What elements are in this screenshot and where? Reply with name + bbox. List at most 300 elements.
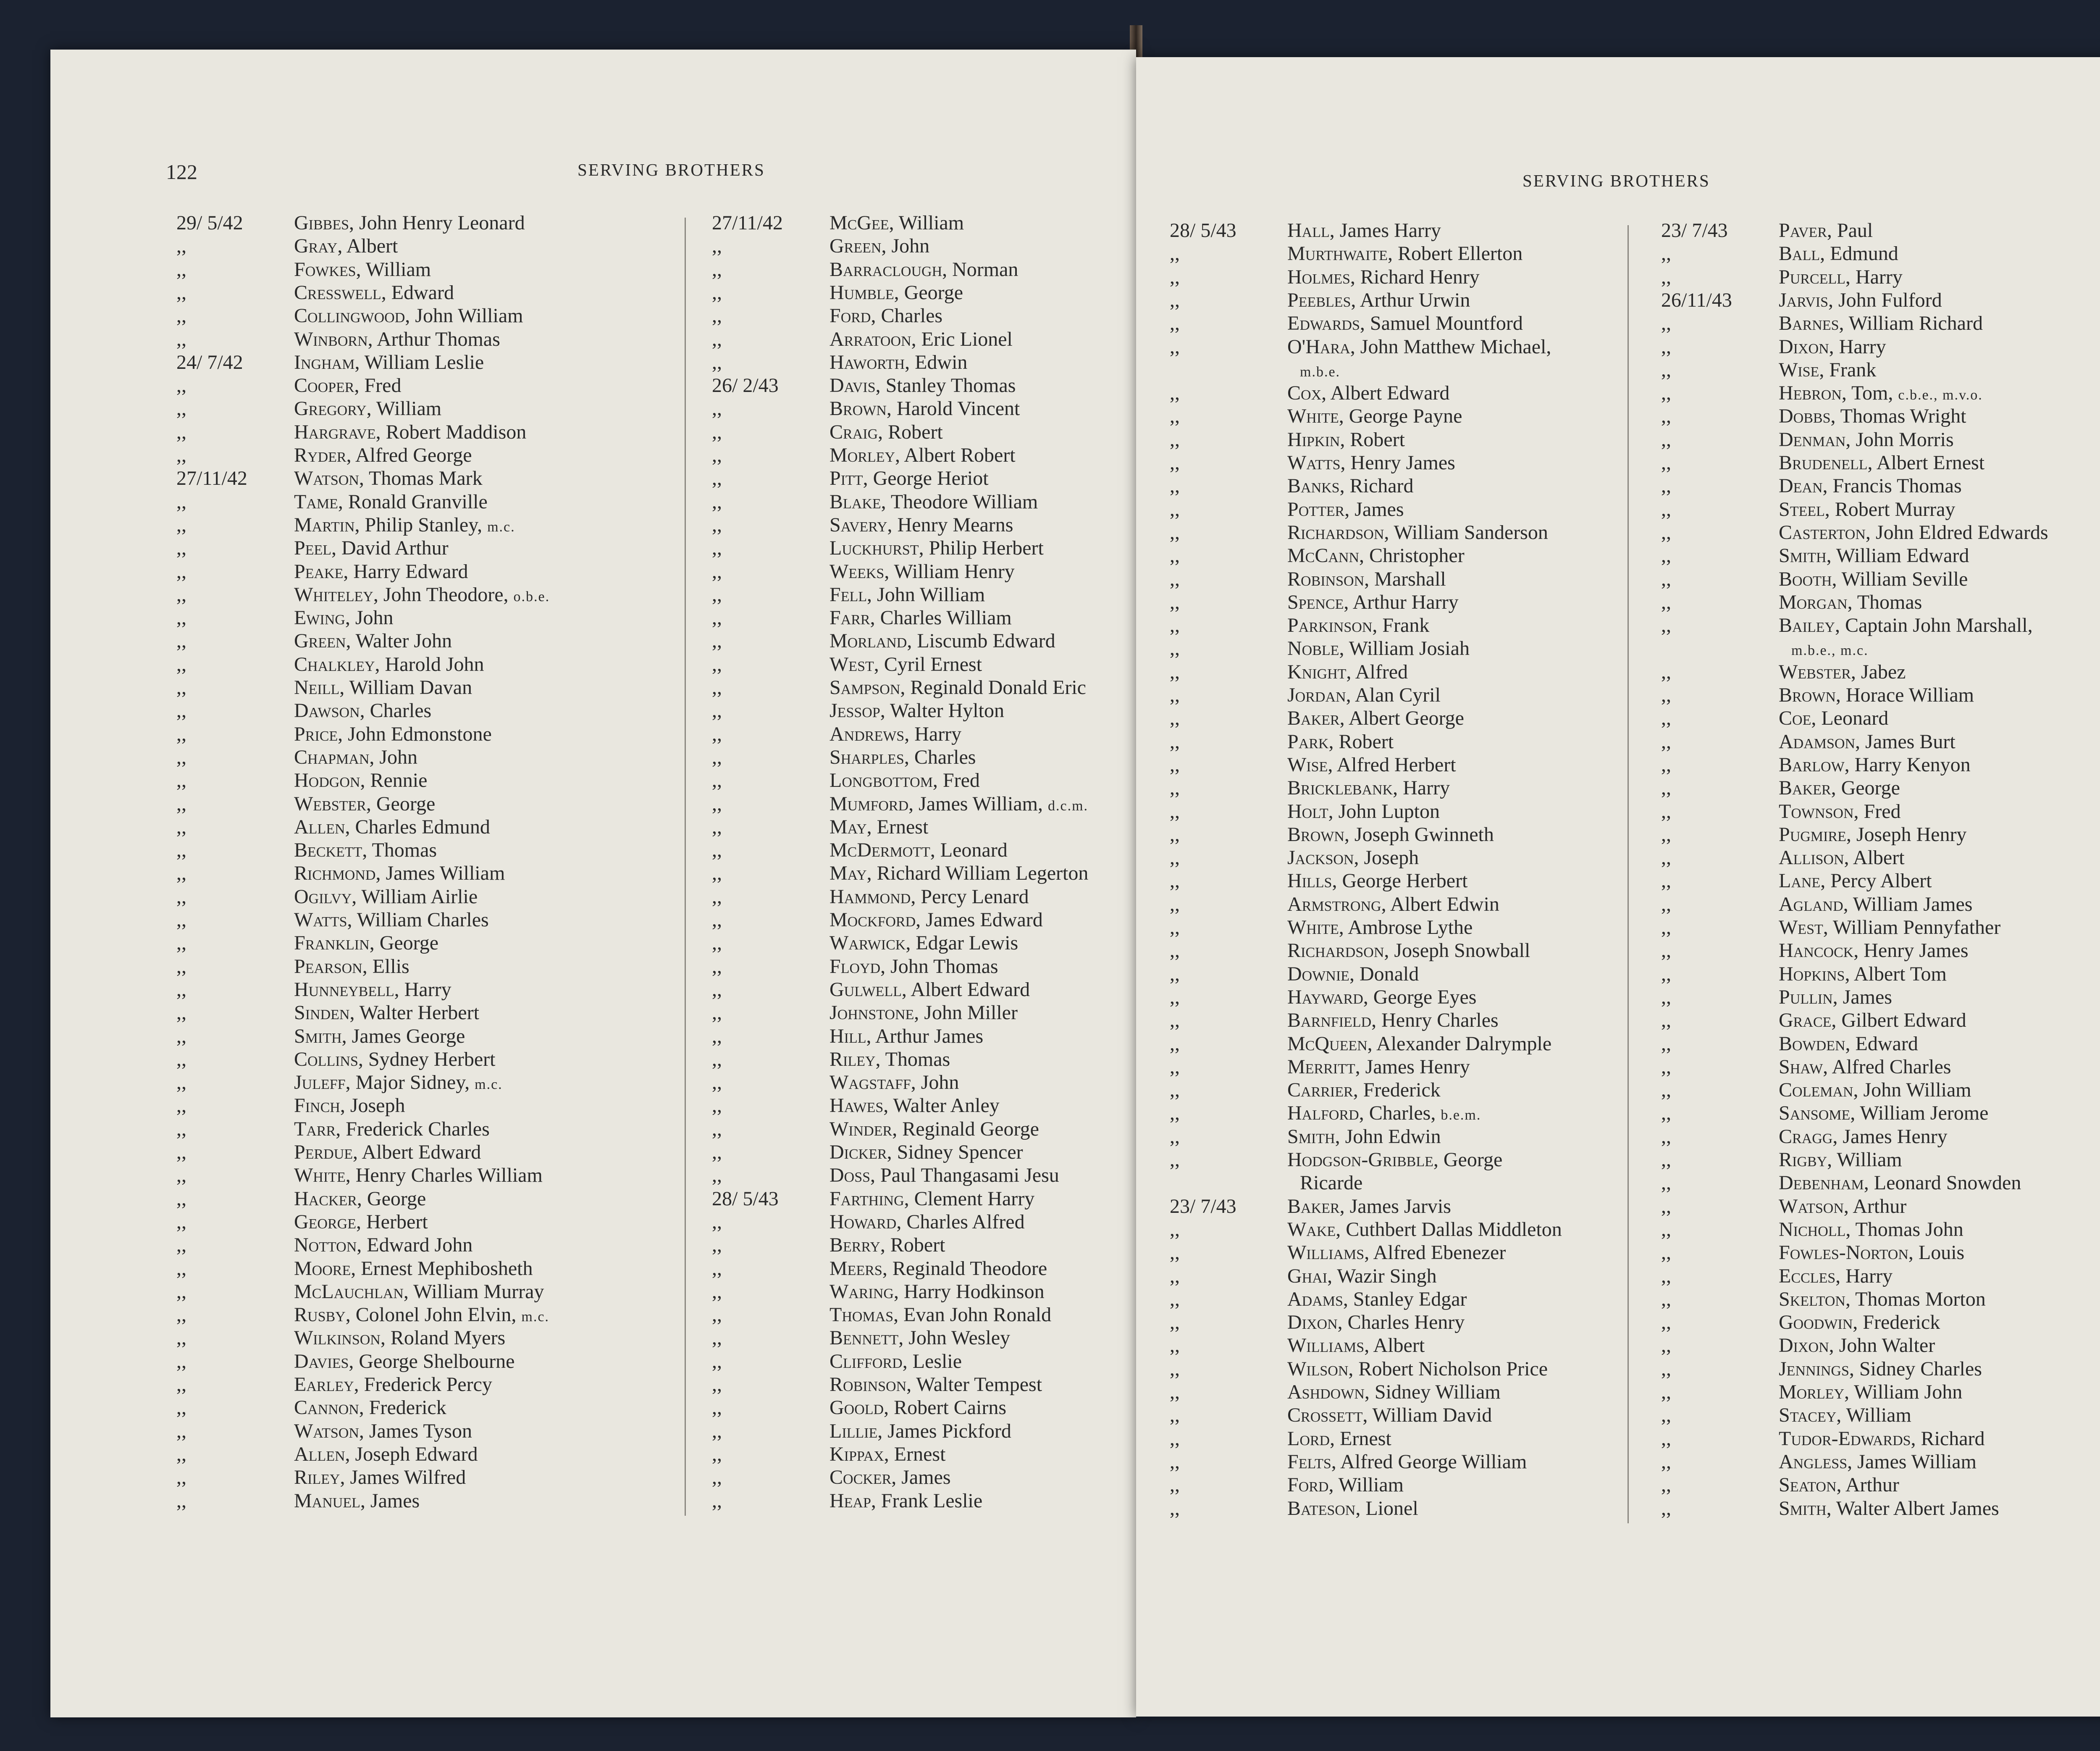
entry-given-names: Harry Hodkinson — [903, 1280, 1045, 1303]
entry-date: 27/11/42 — [712, 212, 783, 234]
entry-surname: Moore — [294, 1257, 351, 1280]
entry-surname: Arratoon — [830, 328, 911, 350]
entry-name: Watson, Arthur — [1779, 1195, 1907, 1217]
entry-date: ,, — [1661, 591, 1671, 613]
entry-given-names: Albert George — [1348, 707, 1464, 730]
entry-surname: Allen — [294, 815, 345, 838]
entry-date: ,, — [1661, 823, 1671, 846]
entry-name: Tarr, Frederick Charles — [294, 1117, 490, 1140]
entry-date: ,, — [1661, 1311, 1671, 1334]
entry-name: Ashdown, Sidney William — [1287, 1381, 1501, 1403]
entry-surname: Watson — [294, 467, 359, 490]
entry-name: Peake, Harry Edward — [294, 560, 468, 583]
entry-surname: Williams — [1287, 1241, 1365, 1264]
entry-surname: Barnes — [1779, 312, 1839, 335]
entry-name: Ford, William — [1287, 1474, 1404, 1496]
entry-given-names: Clement Harry — [914, 1187, 1035, 1210]
entry-name: Barlow, Harry Kenyon — [1779, 753, 1971, 776]
entry-name: Johnstone, John Miller — [830, 1002, 1018, 1024]
entry-date: ,, — [712, 815, 722, 838]
entry-name: White, Ambrose Lythe — [1287, 916, 1473, 939]
entry-given-names: James Henry — [1843, 1125, 1948, 1148]
entry-surname: Seaton — [1779, 1474, 1837, 1496]
entry-surname: Johnstone — [830, 1002, 914, 1024]
entry-given-names: Albert — [346, 235, 398, 258]
entry-given-names: Harry — [404, 978, 452, 1001]
entry-surname: Ryder — [294, 444, 346, 466]
entry-surname: Robinson — [830, 1373, 907, 1396]
entry-date: ,, — [712, 723, 722, 745]
entry-name: George, Herbert — [294, 1210, 428, 1233]
entry-date: ,, — [1661, 1334, 1671, 1357]
entry-surname: Thomas — [830, 1304, 894, 1326]
entry-date: ,, — [712, 932, 722, 954]
entry-surname: Pullin — [1779, 986, 1833, 1008]
entry-date: ,, — [176, 978, 186, 1001]
entry-date: ,, — [712, 281, 722, 304]
entry-surname: Purcell — [1779, 266, 1845, 288]
entry-surname: George — [294, 1210, 356, 1233]
entry-given-names: John Fulford — [1838, 289, 1942, 311]
entry-date: ,, — [176, 792, 186, 815]
entry-date: ,, — [1661, 800, 1671, 823]
entry-given-names: George — [379, 932, 439, 954]
right-page — [1136, 57, 2100, 1717]
entry-date: ,, — [712, 769, 722, 792]
entry-name: Chapman, John — [294, 746, 418, 768]
entry-name: Brudenell, Albert Ernest — [1779, 452, 1985, 474]
entry-date: ,, — [1170, 1055, 1180, 1078]
entry-surname: Gibbes — [294, 212, 349, 234]
entry-name: Pearson, Ellis — [294, 955, 410, 978]
entry-date: ,, — [176, 1002, 186, 1024]
entry-given-names: Thomas John — [1855, 1218, 1964, 1241]
entry-name — [1300, 1171, 1362, 1194]
entry-given-names: James Wilfred — [350, 1466, 466, 1489]
entry-given-names: John William — [1863, 1079, 1971, 1102]
entry-date: ,, — [1661, 568, 1671, 590]
entry-date: ,, — [1170, 1149, 1180, 1171]
entry-date: ,, — [1170, 1497, 1180, 1520]
entry-name: Williams, Albert — [1287, 1334, 1425, 1357]
entry-surname: Notton — [294, 1234, 357, 1257]
entry-date: ,, — [1170, 568, 1180, 590]
entry-given-names: Percy Lenard — [921, 885, 1029, 908]
entry-date: ,, — [712, 676, 722, 699]
entry-date: ,, — [1661, 1241, 1671, 1264]
entry-surname: Manuel — [294, 1489, 360, 1512]
entry-given-names: James Harry — [1339, 219, 1441, 242]
entry-surname: Richardson — [1287, 521, 1384, 544]
entry-surname: Morgan — [1779, 591, 1848, 613]
entry-given-names: Stanley Edgar — [1353, 1288, 1467, 1310]
entry-surname: Smith — [1779, 544, 1827, 567]
entry-surname: Meers — [830, 1257, 882, 1280]
entry-date: ,, — [712, 839, 722, 862]
entry-given-names: John — [891, 235, 930, 258]
entry-given-names: James Jarvis — [1349, 1195, 1451, 1217]
entry-name: Allen, Joseph Edward — [294, 1443, 478, 1465]
entry-date: ,, — [1661, 684, 1671, 706]
entry-date: ,, — [176, 1164, 186, 1187]
entry-name: Cox, Albert Edward — [1287, 382, 1450, 405]
entry-name: Riley, Thomas — [830, 1048, 950, 1070]
entry-surname: Warwick — [830, 932, 906, 954]
entry-date: ,, — [1661, 544, 1671, 567]
entry-surname: Adamson — [1779, 730, 1856, 753]
entry-date: 29/ 5/42 — [176, 212, 243, 234]
entry-surname: Spence — [1287, 591, 1344, 613]
entry-surname: Gray — [294, 235, 338, 258]
entry-name: Sharples, Charles — [830, 746, 976, 768]
entry-given-names: Harry — [1855, 266, 1903, 288]
entry-surname: Armstrong — [1287, 893, 1381, 915]
entry-given-names: Donald — [1359, 962, 1419, 985]
entry-name: Casterton, John Eldred Edwards — [1779, 521, 2048, 544]
entry-name: Smith, Walter Albert James — [1779, 1497, 1999, 1520]
entry-surname: Debenham — [1779, 1172, 1864, 1194]
entry-name: Mumford, James William, d.c.m. — [830, 792, 1089, 815]
entry-date: ,, — [176, 1489, 186, 1512]
entry-date: ,, — [712, 1327, 722, 1349]
entry-surname: Cragg — [1779, 1125, 1833, 1148]
entry-name: Webster, George — [294, 792, 436, 815]
entry-date: ,, — [712, 1304, 722, 1326]
entry-name: Ewing, John — [294, 607, 394, 629]
entry-surname: Smith — [1779, 1497, 1827, 1520]
entry-name: White, George Payne — [1287, 405, 1462, 428]
entry-date: ,, — [1170, 242, 1180, 265]
entry-name: Fell, John William — [830, 583, 985, 606]
entry-name: Townson, Fred — [1779, 800, 1901, 823]
entry-name: Peebles, Arthur Urwin — [1287, 289, 1470, 311]
entry-surname: Longbottom — [830, 769, 933, 792]
entry-given-names: Jabez — [1861, 660, 1906, 683]
entry-surname: Riley — [830, 1048, 876, 1070]
entry-given-names: William Charles — [357, 909, 489, 931]
entry-given-names: Wazir Singh — [1337, 1265, 1437, 1287]
entry-date: ,, — [712, 583, 722, 606]
entry-date: ,, — [176, 1304, 186, 1326]
entry-given-names: William Jerome — [1860, 1102, 1989, 1125]
entry-surname: Dicker — [830, 1141, 887, 1163]
entry-surname: White — [1287, 916, 1339, 939]
entry-name: Agland, William James — [1779, 893, 1973, 915]
entry-given-names: James George — [352, 1025, 465, 1047]
entry-date: ,, — [176, 1280, 186, 1303]
entry-name: Whiteley, John Theodore, o.b.e. — [294, 583, 550, 606]
entry-surname: Richardson — [1287, 939, 1384, 962]
entry-name: Brown, Horace William — [1779, 684, 1974, 706]
entry-given-names: Captain John Marshall, — [1845, 614, 2033, 637]
entry-surname: Cooper — [294, 374, 354, 397]
entry-name: Cresswell, Edward — [294, 281, 454, 304]
entry-name: Brown, Harold Vincent — [830, 397, 1020, 420]
entry-name: Davis, Stanley Thomas — [830, 374, 1016, 397]
entry-name: Skelton, Thomas Morton — [1779, 1288, 1986, 1310]
entry-date: ,, — [1661, 1079, 1671, 1102]
entry-date: 27/11/42 — [176, 467, 247, 490]
entry-given-names: Albert Ernest — [1876, 452, 1985, 474]
entry-surname: White — [1287, 405, 1339, 428]
entry-name: Heap, Frank Leslie — [830, 1489, 983, 1512]
entry-given-names: Robert Cairns — [894, 1396, 1007, 1419]
entry-date: ,, — [712, 1420, 722, 1442]
entry-given-names: Arthur — [1845, 1474, 1899, 1496]
entry-given-names: Frank Leslie — [881, 1489, 983, 1512]
entry-surname: Pearson — [294, 955, 362, 978]
entry-date: ,, — [1661, 475, 1671, 497]
entry-given-names: Charles — [881, 305, 943, 327]
entry-date: ,, — [1170, 1079, 1180, 1102]
entry-surname: Tarr — [294, 1117, 336, 1140]
entry-date: ,, — [1170, 1288, 1180, 1310]
entry-surname: Ghai — [1287, 1265, 1328, 1287]
entry-name: Wagstaff, John — [830, 1071, 959, 1094]
entry-name: Waring, Harry Hodkinson — [830, 1280, 1045, 1303]
entry-given-names: Robert Nicholson Price — [1358, 1357, 1548, 1380]
entry-surname: May — [830, 815, 867, 838]
entry-date: ,, — [176, 397, 186, 420]
entry-date: ,, — [176, 444, 186, 466]
entry-name: Richmond, James William — [294, 862, 505, 885]
entry-date: ,, — [176, 699, 186, 722]
entry-surname: Casterton — [1779, 521, 1866, 544]
entry-date: ,, — [1170, 1218, 1180, 1241]
entry-given-names: Walter Albert James — [1836, 1497, 1999, 1520]
entry-date: ,, — [1170, 591, 1180, 613]
entry-date: 24/ 7/42 — [176, 351, 243, 373]
entry-date: ,, — [176, 1350, 186, 1372]
entry-surname: Pitt — [830, 467, 863, 490]
entry-given-names: Liscumb Edward — [917, 630, 1055, 652]
entry-surname: Barnfield — [1287, 1009, 1372, 1032]
entry-name: Haworth, Edwin — [830, 351, 968, 373]
entry-surname: Fell — [830, 583, 867, 606]
entry-surname: Brudenell — [1779, 452, 1868, 474]
entry-date: ,, — [1661, 847, 1671, 869]
entry-date: ,, — [176, 1141, 186, 1163]
entry-surname: Winborn — [294, 328, 368, 350]
entry-name: Chalkley, Harold John — [294, 653, 484, 676]
entry-date: ,, — [712, 1210, 722, 1233]
entry-given-names: George Eyes — [1373, 986, 1477, 1008]
entry-date: ,, — [712, 490, 722, 513]
entry-date: ,, — [176, 839, 186, 862]
entry-date: ,, — [1170, 1334, 1180, 1357]
entry-given-names: Thomas — [372, 839, 437, 862]
entry-given-names: Sidney Spencer — [897, 1141, 1023, 1163]
entry-surname: White — [294, 1164, 346, 1187]
entry-given-names: William — [1338, 1474, 1404, 1496]
entry-honours: m.b.e. — [1300, 364, 1341, 380]
entry-name: Armstrong, Albert Edwin — [1287, 893, 1499, 915]
entry-date: ,, — [1661, 1125, 1671, 1148]
entry-date: ,, — [1170, 893, 1180, 915]
entry-given-names: James William, — [919, 792, 1043, 815]
entry-date: ,, — [1170, 1265, 1180, 1287]
entry-name: Nicholl, Thomas John — [1779, 1218, 1964, 1241]
entry-given-names: Charles Edmund — [355, 815, 490, 838]
entry-date: ,, — [712, 1373, 722, 1396]
entry-surname: Noble — [1287, 637, 1339, 660]
entry-date: ,, — [1170, 939, 1180, 962]
entry-name: Richardson, William Sanderson — [1287, 521, 1548, 544]
entry-date: ,, — [712, 909, 722, 931]
entry-surname: Waring — [830, 1280, 894, 1303]
entry-name: Farthing, Clement Harry — [830, 1187, 1035, 1210]
entry-name: Bateson, Lionel — [1287, 1497, 1418, 1520]
entry-surname: West — [1779, 916, 1823, 939]
entry-surname: Cocker — [830, 1466, 892, 1489]
entry-name: Coleman, John William — [1779, 1079, 1971, 1102]
entry-given-names: Edward — [1855, 1032, 1918, 1055]
entry-name: Hodgson-Gribble, George — [1287, 1149, 1503, 1171]
entry-given-names: Harold John — [385, 653, 484, 676]
entry-date: ,, — [1170, 1474, 1180, 1496]
entry-surname: Barlow — [1779, 753, 1845, 776]
entry-surname: Juleff — [294, 1071, 346, 1094]
entry-surname: Fowles-Norton — [1779, 1241, 1908, 1264]
entry-name: Purcell, Harry — [1779, 266, 1903, 288]
entry-date: ,, — [1661, 707, 1671, 730]
entry-surname: Rigby — [1779, 1149, 1827, 1171]
entry-surname: Dawson — [294, 699, 360, 722]
entry-date: ,, — [712, 1002, 722, 1024]
entry-name: Mockford, James Edward — [830, 909, 1043, 931]
entry-name: Allison, Albert — [1779, 847, 1905, 869]
entry-name: Bailey, Captain John Marshall, — [1779, 614, 2033, 637]
entry-given-names: Walter Herbert — [359, 1002, 479, 1024]
entry-surname: Brown — [1779, 684, 1836, 706]
entry-date: ,, — [1661, 1218, 1671, 1241]
entry-date: ,, — [1661, 1172, 1671, 1194]
entry-name: Coe, Leonard — [1779, 707, 1889, 730]
entry-surname: Webster — [1779, 660, 1851, 683]
entry-honours: m.b.e., m.c. — [1791, 643, 1869, 659]
entry-name: Cannon, Frederick — [294, 1396, 446, 1419]
entry-given-names: Ambrose Lythe — [1348, 916, 1473, 939]
entry-surname: Brown — [1287, 823, 1344, 846]
entry-name: West, William Pennyfather — [1779, 916, 2001, 939]
entry-date: ,, — [1170, 1404, 1180, 1427]
entry-name: Watts, William Charles — [294, 909, 489, 931]
entry-surname: Hills — [1287, 870, 1332, 892]
entry-given-names: Richard — [1921, 1427, 1985, 1450]
entry-given-names: Walter Anley — [893, 1094, 1000, 1117]
entry-surname: Ingham — [294, 351, 355, 373]
entry-given-names: Tom, — [1851, 382, 1893, 405]
entry-date: ,, — [176, 1234, 186, 1257]
entry-given-names: James — [1843, 986, 1892, 1008]
entry-surname: Collins — [294, 1048, 358, 1070]
entry-given-names: William — [376, 397, 442, 420]
entry-surname: Watson — [294, 1420, 359, 1442]
entry-name: Halford, Charles, b.e.m. — [1287, 1102, 1481, 1125]
entry-name: Grace, Gilbert Edward — [1779, 1009, 1966, 1032]
entry-given-names: Ernest — [894, 1443, 946, 1465]
entry-date: ,, — [1170, 753, 1180, 776]
entry-name: Green, John — [830, 235, 930, 258]
entry-name: Fowkes, William — [294, 258, 431, 281]
entry-name: Hawes, Walter Anley — [830, 1094, 1000, 1117]
entry-date: ,, — [176, 885, 186, 908]
entry-name: Pullin, James — [1779, 986, 1892, 1008]
entry-name: Hills, George Herbert — [1287, 870, 1468, 892]
entry-name: Hunneybell, Harry — [294, 978, 452, 1001]
entry-name: Green, Walter John — [294, 630, 452, 652]
entry-date: ,, — [712, 630, 722, 652]
entry-given-names: Henry Mearns — [897, 513, 1013, 536]
entry-surname: Grace — [1779, 1009, 1832, 1032]
entry-given-names: Robert — [1339, 730, 1394, 753]
entry-name: Jennings, Sidney Charles — [1779, 1357, 1982, 1380]
entry-name: Baker, Albert George — [1287, 707, 1464, 730]
page-number: 122 — [166, 160, 197, 184]
entry-given-names: Harry — [914, 723, 962, 745]
entry-date: ,, — [176, 281, 186, 304]
entry-given-names: Marshall — [1374, 568, 1446, 590]
entry-date: ,, — [712, 1257, 722, 1280]
entry-date: ,, — [1661, 452, 1671, 474]
entry-surname: Bailey — [1779, 614, 1835, 637]
entry-given-names: Thomas Mark — [369, 467, 483, 490]
entry-surname: Hancock — [1779, 939, 1854, 962]
entry-date: ,, — [176, 513, 186, 536]
entry-surname: Hodgon — [294, 769, 360, 792]
entry-date: ,, — [176, 305, 186, 327]
entry-surname: Ewing — [294, 607, 345, 629]
entry-name: Cragg, James Henry — [1779, 1125, 1948, 1148]
entry-given-names: Alfred — [1355, 660, 1408, 683]
entry-given-names: Harry — [1403, 777, 1450, 799]
entry-given-names: Sydney Herbert — [368, 1048, 496, 1070]
entry-name: Booth, William Seville — [1779, 568, 1968, 590]
entry-given-names: Joseph Edward — [355, 1443, 478, 1465]
entry-date: ,, — [712, 1280, 722, 1303]
entry-given-names: John Edwin — [1345, 1125, 1441, 1148]
running-head: SERVING BROTHERS — [1522, 171, 1710, 190]
entry-surname: Coe — [1779, 707, 1811, 730]
entry-date: ,, — [176, 607, 186, 629]
entry-surname: Hawes — [830, 1094, 884, 1117]
entry-surname: McDermott — [830, 839, 930, 862]
entry-name: Price, John Edmonstone — [294, 723, 492, 745]
entry-surname: Park — [1287, 730, 1329, 753]
entry-name: Wilson, Robert Nicholson Price — [1287, 1357, 1548, 1380]
entry-name: Warwick, Edgar Lewis — [830, 932, 1018, 954]
entry-date: ,, — [176, 1466, 186, 1489]
entry-given-names: Walter Hylton — [890, 699, 1004, 722]
entry-surname: Ogilvy — [294, 885, 352, 908]
entry-date: ,, — [712, 513, 722, 536]
entry-date: ,, — [1170, 1032, 1180, 1055]
entry-surname: Luckhurst — [830, 537, 919, 560]
entry-name: Hayward, George Eyes — [1287, 986, 1477, 1008]
entry-surname: Craig — [830, 421, 878, 443]
entry-given-names: Eric Lionel — [921, 328, 1013, 350]
entry-name: Morley, William John — [1779, 1381, 1963, 1403]
entry-date: ,, — [1170, 335, 1180, 358]
entry-date: ,, — [176, 862, 186, 885]
entry-name: Juleff, Major Sidney, m.c. — [294, 1071, 503, 1094]
entry-date: ,, — [712, 653, 722, 676]
entry-name: Hill, Arthur James — [830, 1025, 984, 1047]
entry-given-names: Arthur James — [875, 1025, 984, 1047]
entry-name: Smith, William Edward — [1779, 544, 1969, 567]
entry-given-names: Fred — [942, 769, 980, 792]
entry-date: ,, — [176, 630, 186, 652]
